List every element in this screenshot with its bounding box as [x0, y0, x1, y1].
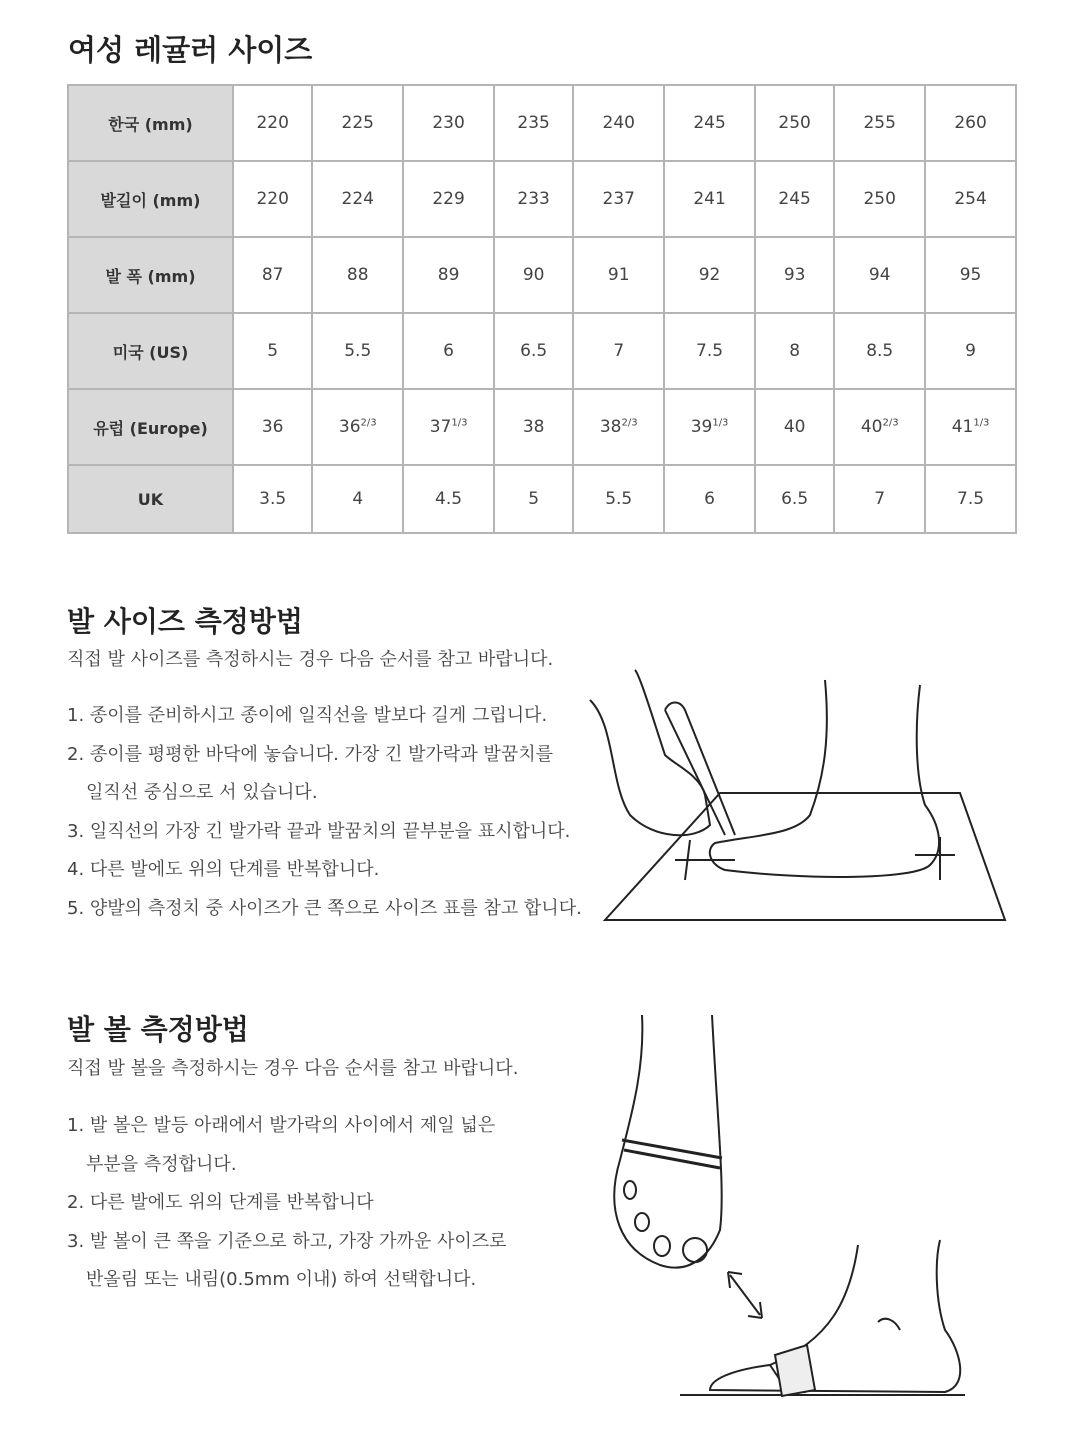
cell-value: 38: [522, 417, 545, 438]
cell-value: 36: [261, 417, 284, 438]
table-cell: [925, 237, 1016, 313]
cell-value: 233: [517, 189, 550, 210]
cell-value: 7: [874, 489, 886, 510]
table-cell: [312, 85, 403, 161]
table-cell: [573, 85, 664, 161]
row-header: UK: [68, 465, 233, 533]
cell-value: 6: [704, 489, 715, 510]
table-cell: [312, 465, 403, 533]
size-section-title: 발 사이즈 측정방법: [67, 605, 303, 638]
foot-width-illustration: [600, 1010, 980, 1410]
cell-value: 91: [607, 265, 630, 286]
cell-value: 260: [954, 113, 987, 134]
cell-fraction: 2/3: [360, 417, 377, 429]
cell-value: 40: [783, 417, 806, 438]
cell-value: 6: [443, 341, 454, 362]
table-cell: [755, 161, 834, 237]
cell-value: 4.5: [435, 489, 463, 510]
table-cell: [834, 85, 925, 161]
cell-value: 254: [954, 189, 987, 210]
table-cell: [755, 85, 834, 161]
cell-value: 88: [346, 265, 369, 286]
step: 2. 종이를 평평한 바닥에 놓습니다. 가장 긴 발가락과 발꿈치를: [67, 743, 553, 765]
cell-value: 230: [432, 113, 465, 134]
table-cell: [494, 389, 573, 465]
table-cell: [494, 85, 573, 161]
step: 3. 일직선의 가장 긴 발가락 끝과 발꿈치의 끝부분을 표시합니다.: [67, 820, 571, 842]
table-cell: [494, 465, 573, 533]
cell-fraction: 2/3: [621, 417, 638, 429]
table-cell: [664, 389, 755, 465]
cell-fraction: 1/3: [973, 417, 990, 429]
page-title: 여성 레귤러 사이즈: [68, 33, 313, 67]
table-cell: [834, 313, 925, 389]
size-table: [67, 84, 1017, 534]
cell-value: 7: [613, 341, 625, 362]
row-header: 발 폭 (mm): [68, 237, 233, 313]
table-cell: [573, 313, 664, 389]
table-cell: [664, 237, 755, 313]
table-cell: [755, 389, 834, 465]
cell-value: 225: [341, 113, 374, 134]
cell-value: 5: [267, 341, 279, 362]
row-header: 유럽 (Europe): [68, 389, 233, 465]
table-row: [68, 313, 1016, 389]
table-row: [68, 237, 1016, 313]
table-cell: [925, 313, 1016, 389]
cell-fraction: 1/3: [451, 417, 468, 429]
table-cell: [573, 237, 664, 313]
table-cell: [312, 237, 403, 313]
width-section-title: 발 볼 측정방법: [67, 1013, 249, 1046]
step: 3. 발 볼이 큰 쪽을 기준으로 하고, 가장 가까운 사이즈로: [67, 1230, 507, 1252]
table-cell: [403, 313, 494, 389]
table-cell: [834, 465, 925, 533]
table-cell: [755, 313, 834, 389]
table-cell: [494, 161, 573, 237]
table-cell: [233, 465, 312, 533]
table-cell: [925, 161, 1016, 237]
table-cell: [312, 389, 403, 465]
cell-value: 250: [778, 113, 811, 134]
cell-fraction: 2/3: [882, 417, 899, 429]
cell-fraction: 1/3: [712, 417, 729, 429]
table-cell: [312, 161, 403, 237]
table-cell: [312, 313, 403, 389]
table-cell: [403, 237, 494, 313]
cell-value: 4: [352, 489, 364, 510]
step: 1. 발 볼은 발등 아래에서 발가락의 사이에서 제일 넓은: [67, 1115, 496, 1136]
table-cell: [925, 85, 1016, 161]
table-cell: [403, 389, 494, 465]
cell-value: 237: [602, 189, 635, 210]
table-cell: [403, 465, 494, 533]
step: 반올림 또는 내림(0.5mm 이내) 하여 선택합니다.: [86, 1269, 477, 1290]
width-steps: [67, 1107, 507, 1300]
step: 부분을 측정합니다.: [86, 1153, 237, 1175]
cell-value: 92: [698, 265, 721, 286]
cell-value: 6.5: [520, 341, 548, 362]
row-header: 한국 (mm): [68, 85, 233, 161]
table-cell: [233, 161, 312, 237]
cell-value: 39: [690, 417, 713, 438]
cell-value: 224: [341, 189, 374, 210]
table-cell: [403, 85, 494, 161]
table-cell: [573, 389, 664, 465]
table-cell: [573, 161, 664, 237]
cell-value: 93: [783, 265, 806, 286]
table-cell: [494, 313, 573, 389]
step: 2. 다른 발에도 위의 단계를 반복합니다: [67, 1192, 374, 1213]
table-cell: [233, 85, 312, 161]
cell-value: 245: [693, 113, 726, 134]
step: 일직선 중심으로 서 있습니다.: [86, 782, 318, 803]
table-cell: [233, 313, 312, 389]
cell-value: 94: [868, 265, 891, 286]
width-section-subtitle: 직접 발 볼을 측정하시는 경우 다음 순서를 참고 바랍니다.: [67, 1058, 519, 1079]
cell-value: 3.5: [259, 489, 287, 510]
cell-value: 87: [261, 265, 284, 286]
size-steps: [67, 697, 582, 928]
foot-length-illustration: [585, 665, 1015, 930]
table-cell: [233, 237, 312, 313]
cell-value: 235: [517, 113, 550, 134]
table-cell: [755, 237, 834, 313]
cell-value: 8: [789, 341, 801, 362]
row-header: 미국 (US): [68, 313, 233, 389]
table-cell: [834, 161, 925, 237]
cell-value: 5: [528, 489, 540, 510]
cell-value: 6.5: [781, 489, 809, 510]
cell-value: 40: [860, 417, 883, 438]
table-cell: [233, 389, 312, 465]
step: 5. 양발의 측정치 중 사이즈가 큰 쪽으로 사이즈 표를 참고 합니다.: [67, 897, 582, 919]
table-row: [68, 85, 1016, 161]
table-row: [68, 161, 1016, 237]
table-cell: [834, 237, 925, 313]
table-cell: [573, 465, 664, 533]
cell-value: 90: [522, 265, 545, 286]
table-row: [68, 389, 1016, 465]
cell-value: 220: [256, 113, 289, 134]
cell-value: 245: [778, 189, 811, 210]
cell-value: 8.5: [866, 341, 894, 362]
table-cell: [664, 313, 755, 389]
table-cell: [494, 237, 573, 313]
cell-value: 229: [432, 189, 465, 210]
table-cell: [925, 389, 1016, 465]
table-row: [68, 465, 1016, 533]
table-cell: [925, 465, 1016, 533]
cell-value: 7.5: [696, 341, 724, 362]
cell-value: 250: [863, 189, 896, 210]
cell-value: 7.5: [957, 489, 985, 510]
cell-value: 38: [599, 417, 622, 438]
table-cell: [834, 389, 925, 465]
step: 1. 종이를 준비하시고 종이에 일직선을 발보다 길게 그립니다.: [67, 705, 548, 726]
cell-value: 9: [965, 341, 976, 362]
table-cell: [403, 161, 494, 237]
cell-value: 36: [338, 417, 361, 438]
cell-value: 220: [256, 189, 289, 210]
cell-value: 5.5: [605, 489, 633, 510]
table-cell: [664, 85, 755, 161]
cell-value: 41: [951, 417, 974, 438]
table-cell: [664, 161, 755, 237]
table-cell: [664, 465, 755, 533]
row-header: 발길이 (mm): [68, 161, 233, 237]
cell-value: 37: [429, 417, 452, 438]
cell-value: 95: [959, 265, 982, 286]
cell-value: 5.5: [344, 341, 372, 362]
cell-value: 241: [693, 189, 726, 210]
cell-value: 89: [437, 265, 460, 286]
cell-value: 240: [602, 113, 635, 134]
size-section-subtitle: 직접 발 사이즈를 측정하시는 경우 다음 순서를 참고 바랍니다.: [67, 649, 554, 670]
step: 4. 다른 발에도 위의 단계를 반복합니다.: [67, 859, 380, 880]
cell-value: 255: [863, 113, 896, 134]
table-cell: [755, 465, 834, 533]
